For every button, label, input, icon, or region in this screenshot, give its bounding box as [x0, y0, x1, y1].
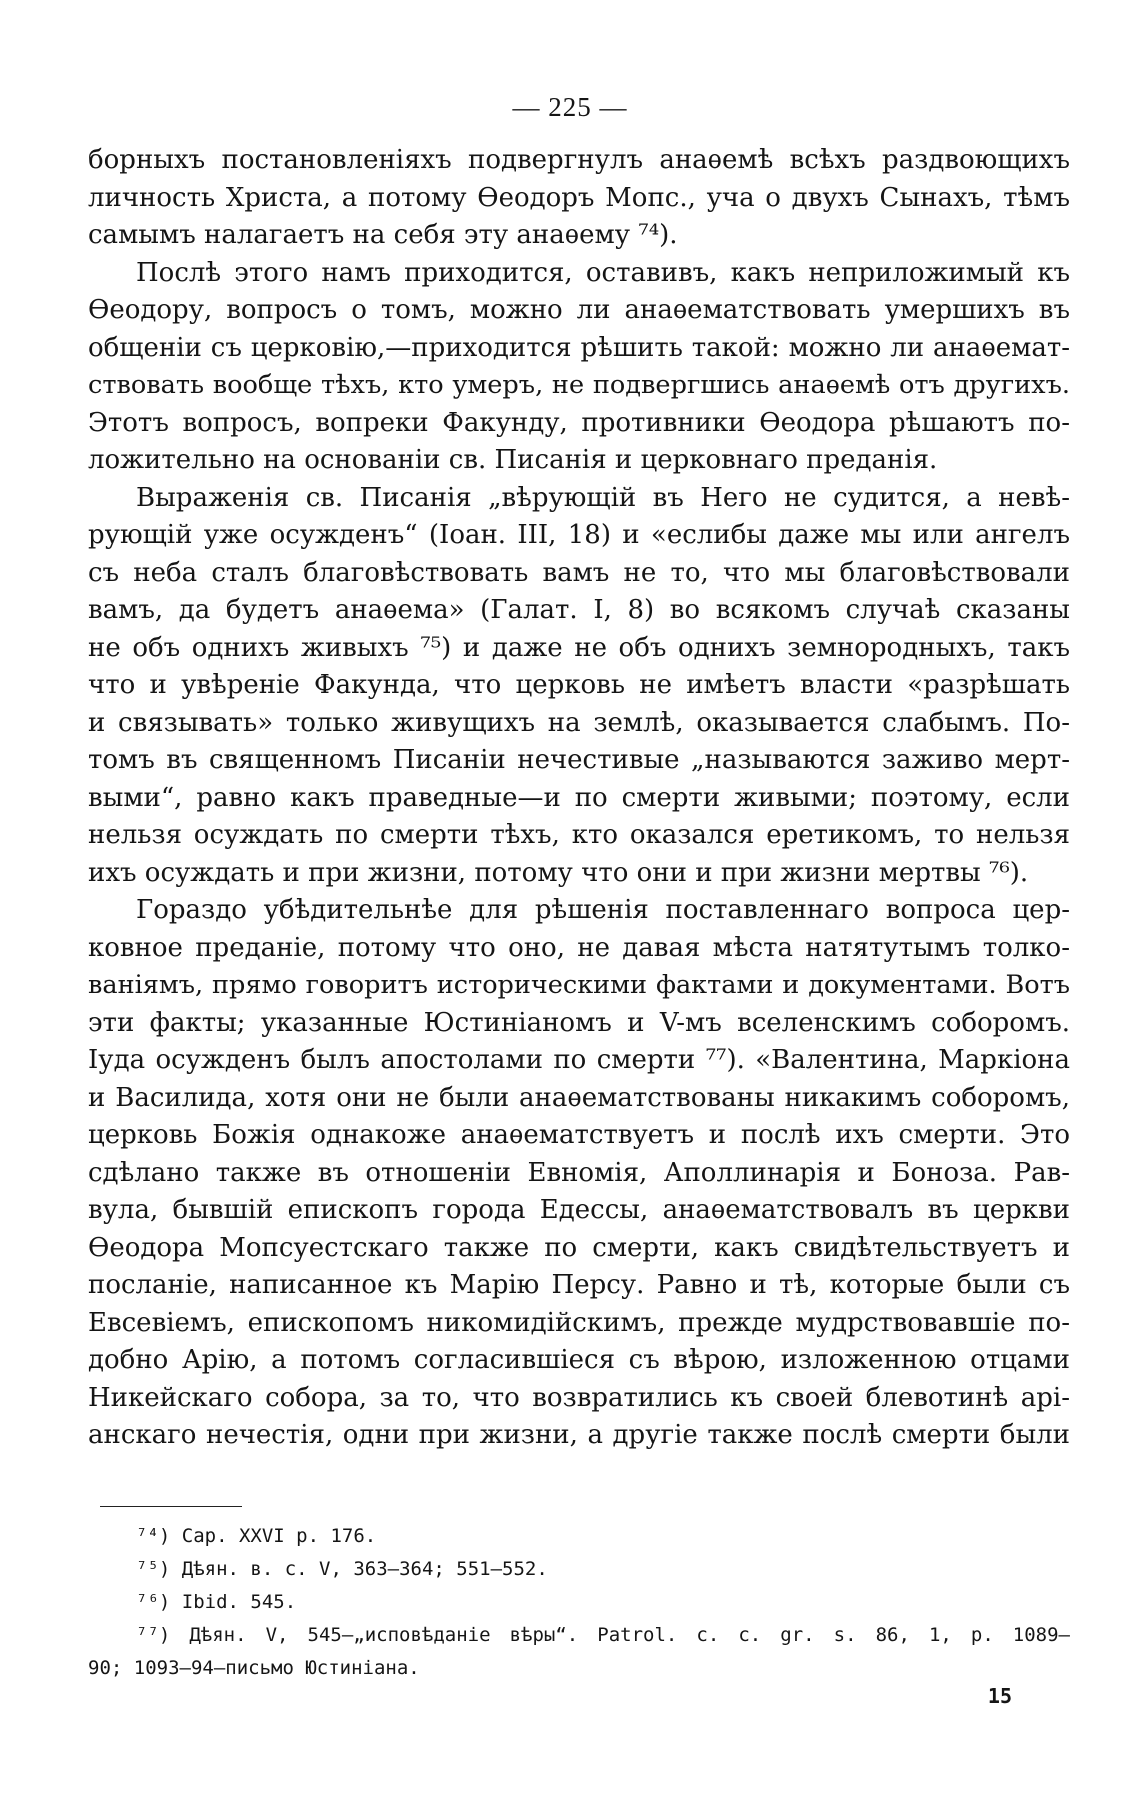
footnote-77: ⁷⁷) Дѣян. V, 545—„исповѣданіе вѣры“. Patrol. c. c. gr. s. 86, 1, p. 1089— — [136, 1624, 1070, 1646]
text-line: ихъ осуждать и при жизни, потому что они и при жизни мертвы ⁷⁶). — [88, 857, 1029, 888]
text-line: Выраженія св. Писанія „вѣрующій въ Него не судится, а невѣ- — [136, 482, 1070, 513]
text-line: и Василида, хотя они не были анаѳематствованы никакимъ соборомъ, — [88, 1082, 1070, 1113]
text-line: не объ однихъ живыхъ ⁷⁵) и даже не объ однихъ земнородныхъ, такъ — [88, 632, 1070, 663]
text-line: Ѳеодору, вопросъ о томъ, можно ли анаѳематствовать умершихъ въ — [88, 295, 1070, 325]
paragraph-4 — [88, 892, 1070, 1455]
text-line: Никейскаго собора, за то, что возвратились къ своей блевотинѣ арі- — [88, 1382, 1070, 1413]
text-line: съ неба сталъ благовѣствовать вамъ не то, что мы благовѣствовали — [88, 557, 1070, 588]
text-line: анскаго нечестія, одни при жизни, а другіе также послѣ смерти были — [88, 1420, 1070, 1450]
text-line: Послѣ этого намъ приходится, оставивъ, какъ неприложимый къ — [136, 257, 1070, 288]
page-number-header: — 225 — — [512, 92, 628, 122]
text-line: ложительно на основаніи св. Писанія и церковнаго преданія. — [88, 445, 938, 475]
text-line: эти факты; указанные Юстиніаномъ и V-мъ вселенскимъ соборомъ. — [88, 1007, 1070, 1038]
paragraph-2 — [88, 255, 1070, 480]
body-text — [88, 142, 1070, 1455]
text-line: общеніи съ церковію,—приходится рѣшить такой: можно ли анаѳемат- — [88, 332, 1070, 363]
text-line: сдѣлано также въ отношеніи Евномія, Аполлинарія и Боноза. Рав- — [88, 1157, 1070, 1188]
text-line: посланіе, написанное къ Марію Персу. Равно и тѣ, которые были съ — [88, 1270, 1070, 1300]
text-line: вамъ, да будетъ анаѳема» (Галат. I, 8) во всякомъ случаѣ сказаны — [88, 595, 1070, 625]
text-line: Іуда осужденъ былъ апостолами по смерти ⁷⁷). «Валентина, Маркіона — [88, 1045, 1070, 1075]
text-line: ваніямъ, прямо говоритъ историческими фактами и документами. Вотъ — [88, 970, 1070, 1000]
text-line: церковь Божія однакоже анаѳематствуетъ и послѣ ихъ смерти. Это — [88, 1120, 1070, 1150]
signature-mark: 15 — [987, 1684, 1012, 1708]
text-line: ствовать вообще тѣхъ, кто умеръ, не подвергшись анаѳемѣ отъ другихъ. — [88, 370, 1070, 400]
text-line: вула, бывшій епископъ города Едессы, анаѳематствовалъ въ церкви — [88, 1195, 1070, 1225]
text-line: Этотъ вопросъ, вопреки Факунду, противники Ѳеодора рѣшаютъ по- — [88, 407, 1070, 438]
paragraph-1 — [88, 142, 1070, 255]
text-line: личность Христа, а потому Ѳеодоръ Мопс., уча о двухъ Сынахъ, тѣмъ — [88, 182, 1070, 213]
text-line: и связывать» только живущихъ на землѣ, оказывается слабымъ. По- — [88, 707, 1070, 738]
footnote-75: ⁷⁵) Дѣян. в. с. V, 363—364; 551—552. — [136, 1558, 548, 1580]
paragraph-3 — [88, 480, 1070, 893]
text-line: самымъ налагаетъ на себя эту анаѳему ⁷⁴). — [88, 220, 678, 250]
text-line: ковное преданіе, потому что оно, не давая мѣста натятутымъ толко- — [88, 932, 1070, 963]
text-line: рующій уже осужденъ“ (Іоан. III, 18) и «еслибы даже мы или ангелъ — [88, 520, 1070, 550]
text-line: томъ въ священномъ Писаніи нечестивые „называются заживо мерт- — [88, 745, 1070, 775]
text-line: Евсевіемъ, епископомъ никомидійскимъ, прежде мудрствовавшіе по- — [88, 1307, 1070, 1338]
text-line: борныхъ постановленіяхъ подвергнулъ анаѳемѣ всѣхъ раздвоющихъ — [88, 145, 1070, 175]
text-line: Ѳеодора Мопсуестскаго также по смерти, какъ свидѣтельствуетъ и — [88, 1232, 1070, 1263]
text-line: добно Арію, а потомъ согласившіеся съ вѣрою, изложенною отцами — [88, 1345, 1070, 1375]
footnote-74: ⁷⁴) Cap. XXVI p. 176. — [136, 1525, 377, 1547]
text-line: нельзя осуждать по смерти тѣхъ, кто оказался еретикомъ, то нельзя — [88, 820, 1070, 850]
text-line: Гораздо убѣдительнѣе для рѣшенія поставленнаго вопроса цер- — [136, 895, 1070, 925]
footnote-divider — [100, 1506, 242, 1507]
footnote-77-continued: 90; 1093—94—письмо Юстиніана. — [88, 1657, 420, 1679]
footnote-76: ⁷⁶) Ibid. 545. — [136, 1591, 297, 1613]
text-line: что и увѣреніе Факунда, что церковь не имѣетъ власти «разрѣшать — [88, 670, 1070, 700]
footnotes — [88, 1520, 1070, 1685]
text-line: выми“, равно какъ праведные—и по смерти живыми; поэтому, если — [88, 782, 1070, 813]
